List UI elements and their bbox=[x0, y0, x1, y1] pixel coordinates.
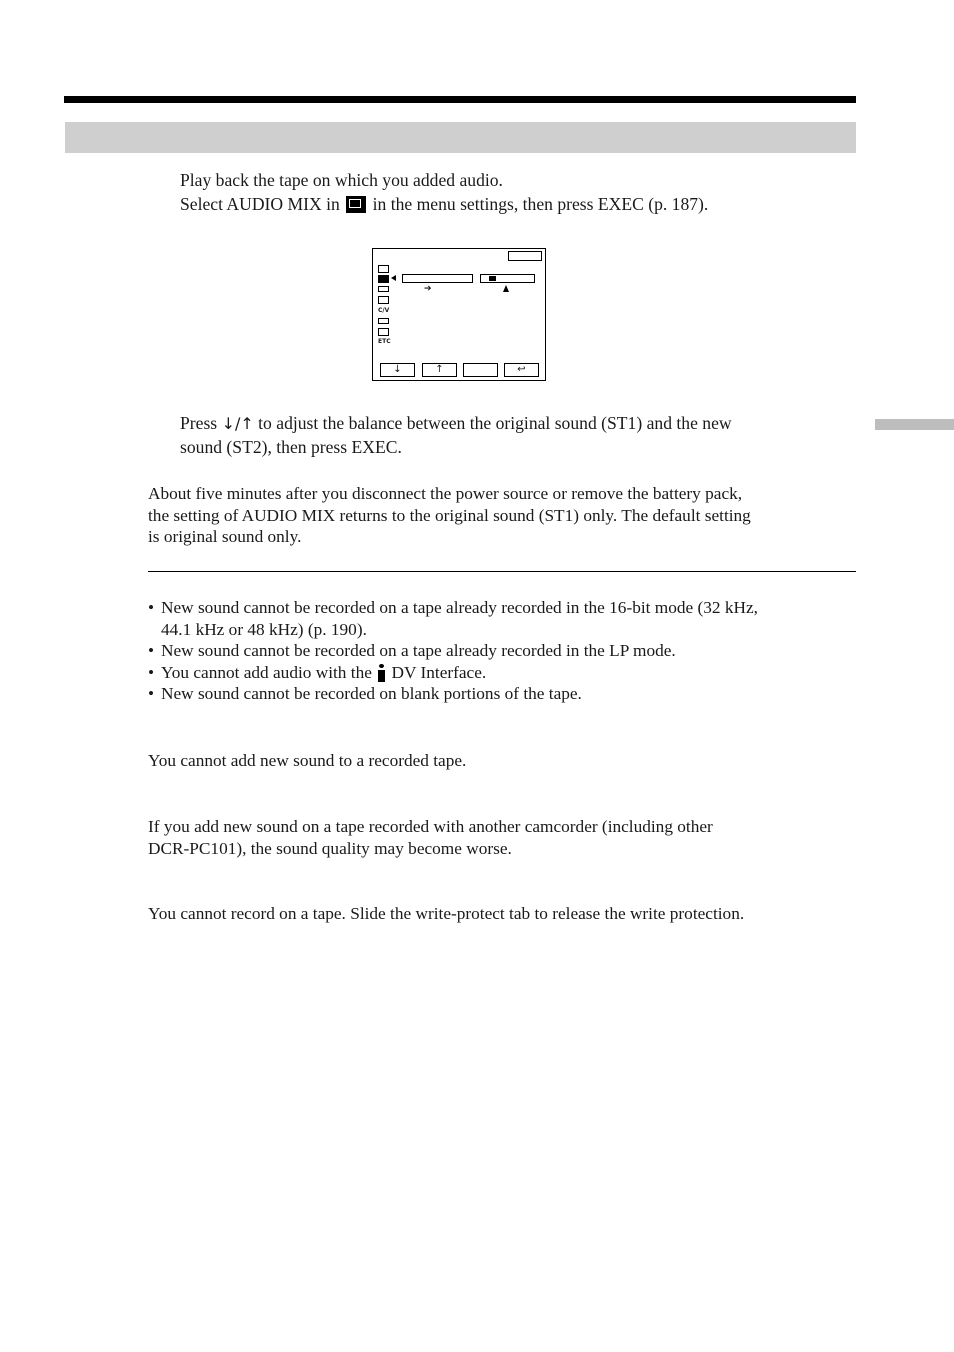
up-button[interactable]: ↑ bbox=[422, 363, 457, 377]
reset-paragraph-line1: About five minutes after you disconnect the power source or remove the battery pack, bbox=[148, 484, 743, 503]
section-heading-band bbox=[65, 122, 856, 153]
exec-button[interactable] bbox=[463, 363, 498, 377]
etc-menu-icon: ETC bbox=[378, 338, 391, 345]
reset-paragraph-line2: the setting of AUDIO MIX returns to the original sound (ST1) only. The default setting bbox=[148, 506, 751, 525]
step1-line2 bbox=[180, 192, 708, 216]
vcr-menu-icon bbox=[346, 196, 366, 213]
selection-cursor-icon bbox=[391, 275, 396, 281]
step1-line2-start: Select AUDIO MIX in bbox=[180, 194, 340, 214]
note1-line1: New sound cannot be recorded on a tape already recorded in the 16-bit mode (32 kHz, bbox=[161, 598, 758, 617]
step2-text: to adjust the balance between the original sound (ST1) and the new bbox=[258, 413, 732, 433]
note1-line2: 44.1 kHz or 48 kHz) (p. 190). bbox=[161, 620, 367, 639]
balance-pointer-icon bbox=[503, 285, 509, 292]
note4: New sound cannot be recorded on blank portions of the tape. bbox=[161, 684, 582, 703]
step2-line2: sound (ST2), then press EXEC. bbox=[180, 437, 402, 457]
note3-start: You cannot add audio with the bbox=[161, 663, 372, 682]
note3 bbox=[161, 662, 486, 684]
step2-line1 bbox=[180, 411, 732, 436]
note-bullet: • bbox=[148, 684, 155, 703]
divider bbox=[148, 571, 856, 572]
section1-text: You cannot add new sound to a recorded tape. bbox=[148, 751, 467, 770]
note-bullet: • bbox=[148, 641, 155, 660]
down-up-arrows-icon: ↓/↑ bbox=[221, 414, 254, 433]
setup-menu-icon bbox=[378, 328, 389, 336]
section2-line2: DCR-PC101), the sound quality may become worse. bbox=[148, 839, 512, 858]
note-bullet: • bbox=[148, 663, 155, 682]
step1-line1: Play back the tape on which you added audio. bbox=[180, 170, 503, 190]
down-button[interactable]: ↓ bbox=[380, 363, 415, 377]
right-arrow-icon: ➔ bbox=[424, 284, 432, 294]
menu-screen-illustration bbox=[372, 248, 546, 381]
vcr-menu-icon-selected bbox=[378, 275, 389, 283]
balance-bar bbox=[480, 274, 535, 283]
top-rule bbox=[64, 96, 856, 103]
note-bullet: • bbox=[148, 598, 155, 617]
reset-paragraph-line3: is original sound only. bbox=[148, 527, 302, 546]
cv-menu-icon: C/V bbox=[378, 307, 390, 314]
balance-level-marker bbox=[489, 276, 496, 281]
note3-end: DV Interface. bbox=[391, 663, 487, 682]
tape-menu-icon bbox=[378, 318, 389, 324]
return-button[interactable]: ↩ bbox=[504, 363, 539, 377]
step2-press: Press bbox=[180, 413, 218, 433]
dv-interface-icon bbox=[377, 664, 386, 682]
lcd-menu-icon bbox=[378, 286, 389, 292]
mode-indicator-box bbox=[508, 251, 542, 261]
section3-text: You cannot record on a tape. Slide the write-protect tab to release the write protection. bbox=[148, 904, 745, 923]
step1-line2-end: in the menu settings, then press EXEC (p. 187). bbox=[372, 194, 709, 214]
section2-line1: If you add new sound on a tape recorded with another camcorder (including other bbox=[148, 817, 713, 836]
side-tab-marker bbox=[875, 419, 954, 430]
memory-menu-icon bbox=[378, 296, 389, 304]
camera-menu-icon bbox=[378, 265, 389, 273]
note2: New sound cannot be recorded on a tape already recorded in the LP mode. bbox=[161, 641, 676, 660]
menu-item-bar bbox=[402, 274, 473, 283]
